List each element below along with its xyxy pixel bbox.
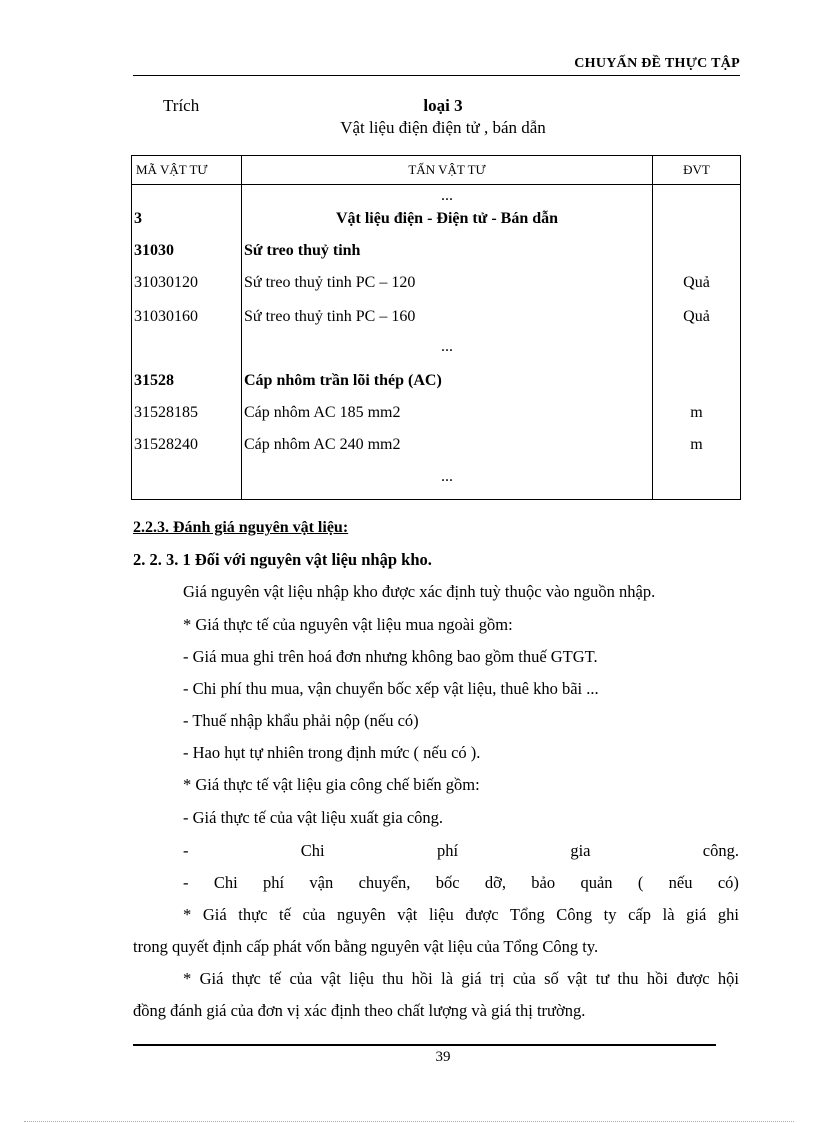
paragraph: Giá nguyên vật liệu nhập kho được xác định tuỳ thuộc vào nguồn nhập. bbox=[183, 582, 656, 601]
paragraph: * Giá thực tế vật liệu gia công chế biến gồm: bbox=[183, 775, 480, 794]
column-header-unit: ĐVT bbox=[653, 156, 741, 185]
ellipsis: ... bbox=[441, 187, 453, 204]
subsection-heading: 2. 2. 3. 1 Đối với nguyên vật liệu nhập kho. bbox=[133, 550, 432, 569]
paragraph: - Thuế nhập khẩu phải nộp (nếu có) bbox=[183, 711, 419, 730]
paragraph: - Chi phí thu mua, vận chuyển bốc xếp vật liệu, thuê kho bãi ... bbox=[183, 679, 599, 698]
paragraph: * Giá thực tế của vật liệu thu hồi là giá trị của số vật tư thu hồi được hội bbox=[183, 969, 739, 988]
item-code: 31528185 bbox=[134, 404, 198, 421]
running-header: CHUYẤN ĐỀ THỰC TẬP bbox=[574, 56, 740, 71]
unit-column bbox=[653, 185, 740, 499]
item-name: Sứ treo thuỷ tinh PC – 120 bbox=[244, 274, 416, 291]
item-unit: m bbox=[690, 436, 703, 453]
item-code: 31528 bbox=[134, 372, 174, 389]
paragraph: - Hao hụt tự nhiên trong định mức ( nếu có ). bbox=[183, 743, 481, 762]
item-code: 31030 bbox=[134, 242, 174, 259]
caption-label: Trích bbox=[163, 96, 200, 115]
materials-table bbox=[131, 155, 741, 500]
item-unit: m bbox=[690, 404, 703, 421]
paragraph: - Giá mua ghi trên hoá đơn nhưng không bao gồm thuế GTGT. bbox=[183, 647, 598, 666]
ellipsis: ... bbox=[441, 338, 453, 355]
item-name: Sứ treo thuỷ tinh PC – 160 bbox=[244, 308, 416, 325]
item-unit: Quả bbox=[683, 308, 710, 325]
code-column bbox=[132, 185, 241, 499]
item-name: Cáp nhôm trần lõi thép (AC) bbox=[244, 372, 442, 389]
section-heading: 2.2.3. Đánh giá nguyên vật liệu: bbox=[133, 519, 349, 536]
item-code: 31528240 bbox=[134, 436, 198, 453]
name-column bbox=[242, 185, 652, 499]
paragraph: đồng đánh giá của đơn vị xác định theo chất lượng và giá thị trường. bbox=[133, 1001, 586, 1020]
group-code: 3 bbox=[134, 210, 142, 227]
justified-line: - Chi phí gia công. bbox=[183, 841, 739, 860]
item-code: 31030160 bbox=[134, 308, 198, 325]
paragraph: * Giá thực tế của nguyên vật liệu mua ngoài gồm: bbox=[183, 615, 513, 634]
caption-subtitle: Vật liệu điện điện tử , bán dẫn bbox=[340, 118, 546, 137]
paragraph: - Giá thực tế của vật liệu xuất gia công. bbox=[183, 808, 444, 827]
item-unit: Quả bbox=[683, 274, 710, 291]
footer-rule bbox=[133, 1044, 716, 1046]
page-number: 39 bbox=[435, 1049, 451, 1065]
justified-line: - Chi phí vận chuyển, bốc dỡ, bảo quản ( nếu có) bbox=[183, 873, 739, 892]
paragraph: trong quyết định cấp phát vốn bằng nguyên vật liệu của Tổng Công ty. bbox=[133, 937, 599, 956]
page-edge bbox=[24, 1121, 794, 1122]
ellipsis: ... bbox=[441, 468, 453, 485]
item-name: Cáp nhôm AC 185 mm2 bbox=[244, 404, 401, 421]
item-name: Sứ treo thuỷ tinh bbox=[244, 242, 361, 259]
group-name: Vật liệu điện - Điện tử - Bán dẫn bbox=[335, 210, 559, 227]
item-name: Cáp nhôm AC 240 mm2 bbox=[244, 436, 401, 453]
paragraph: * Giá thực tế của nguyên vật liệu được Tổng Công ty cấp là giá ghi bbox=[183, 905, 739, 924]
table-body-row bbox=[132, 185, 741, 500]
header-rule bbox=[133, 75, 740, 76]
table-header-row bbox=[132, 156, 741, 185]
caption-title: loại 3 bbox=[423, 96, 463, 115]
item-code: 31030120 bbox=[134, 274, 198, 291]
column-header-code: MÃ VẬT TƯ bbox=[132, 156, 242, 185]
column-header-name: TẤN VẬT TƯ bbox=[242, 156, 653, 185]
